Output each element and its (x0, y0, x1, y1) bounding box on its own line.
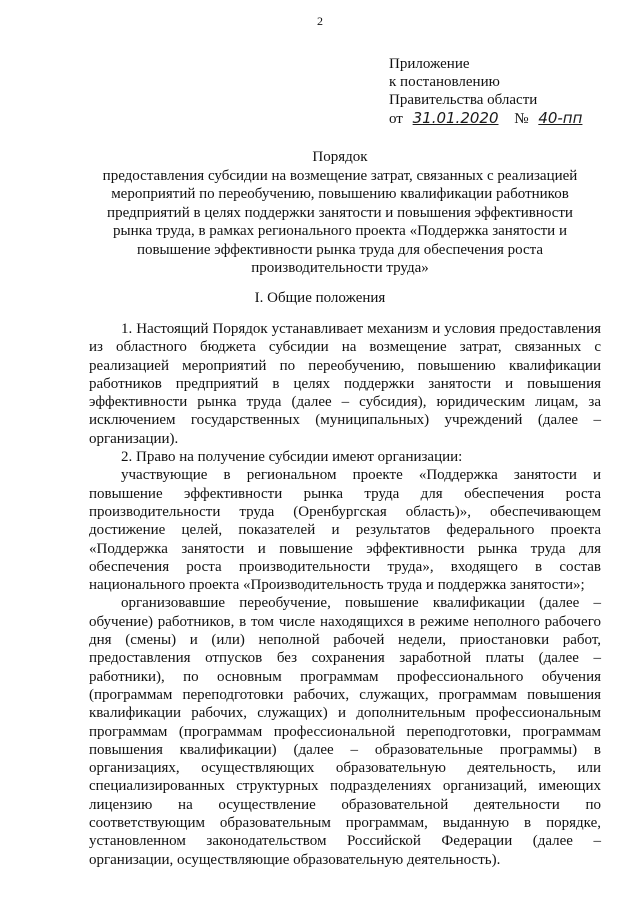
paragraph-1: 1. Настоящий Порядок устанавливает механизм и условия предоставления из областного бюджета субсидии на возмещение затрат, связанных с реализацией мероприятий по переобучению, повышению квалификации работников предприятий в целях поддержки занятости и повышения эффективности рынка труда (далее – субсидия), юридическим лицам, за исключением государственных (муниципальных) учреждений (далее – организации). (89, 321, 601, 447)
title-line: производительности труда» (251, 260, 429, 276)
section-title: I. Общие положения (254, 290, 386, 306)
appendix-line-3: Правительства области (389, 92, 538, 108)
date-prefix: от (389, 111, 403, 127)
handwritten-date: 31.01.2020 (412, 109, 499, 127)
document-body (89, 320, 601, 869)
handwritten-number: 40-пп (538, 109, 583, 127)
paragraph-4: организовавшие переобучение, повышение квалификации (далее – обучение) работников, в том числе находящихся в режиме неполного рабочего дня (смены) и (или) неполной рабочей недели, приостановки работ, предоставления отпусков без сохранения заработной платы (далее – работники), по основным программам профессионального обучения (программам переподготовки рабочих, служащих, программам повышения квалификации рабочих, служащих) и дополнительным профессиональным программам (программам профессиональной переподготовки, программам повышения квалификации) (далее – образовательные программы) в организациях, осуществляющих образовательную деятельность, или специализированных структурных подразделениях организаций, имеющих лицензию на осуществление образовательной деятельности по соответствующим образовательным программам, выданную в порядке, установленном законодательством Российской Федерации (далее – организации, осуществляющие образовательную деятельность). (89, 595, 601, 868)
title-line: повышение эффективности рынка труда для обеспечения роста (136, 241, 544, 258)
appendix-line-1: Приложение (389, 56, 470, 72)
title-line: предоставления субсидии на возмещение затрат, связанных с реализацией (102, 167, 578, 184)
page-number: 2 (317, 14, 323, 28)
appendix-block (389, 55, 582, 128)
title-line: рынка труда, в рамках регионального проекта «Поддержка занятости и (113, 223, 567, 239)
document-title (90, 148, 590, 278)
title-heading: Порядок (312, 149, 368, 165)
paragraph-2: 2. Право на получение субсидии имеют организации: (121, 449, 463, 466)
paragraph-3: участвующие в региональном проекте «Поддержка занятости и повышение эффективности рынка труда для обеспечения роста производительности труда (Оренбургская область)», обеспечивающем достижение целей, показателей и результатов федерального проекта «Поддержка занятости и повышение эффективности рынка труда для обеспечения роста производительности труда», входящего в состав национального проекта «Производительность труда и поддержка занятости»; (89, 467, 601, 594)
appendix-line-2: к постановлению (389, 74, 500, 90)
number-prefix: № (514, 111, 529, 127)
title-line: мероприятий по переобучению, повышению квалификации работников (111, 186, 569, 202)
title-line: предприятий в целях поддержки занятости и повышения эффективности (107, 204, 573, 221)
appendix-date-line (389, 109, 582, 128)
